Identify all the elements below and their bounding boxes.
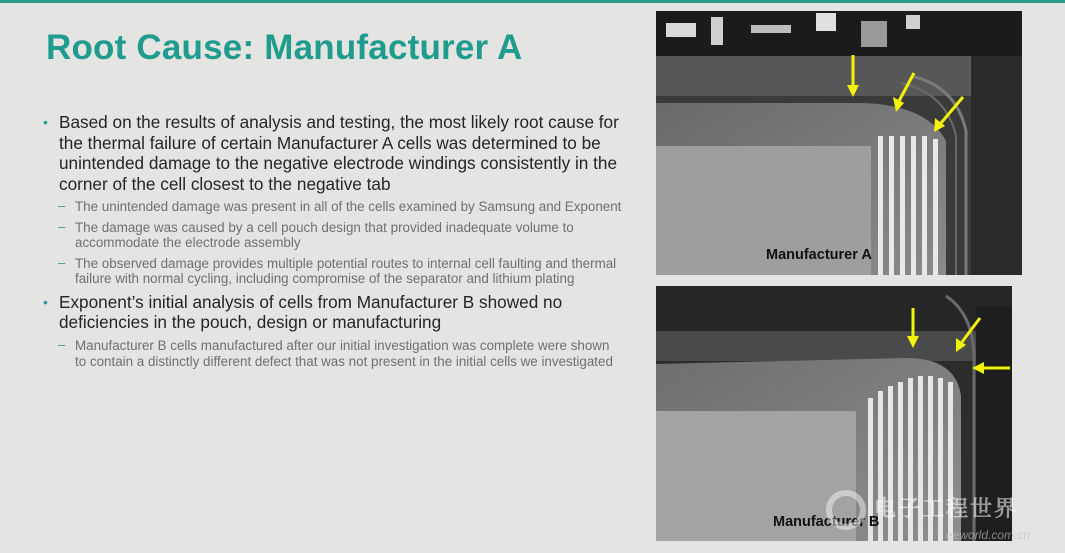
sub-bullet-marker: –: [58, 198, 66, 213]
bullet-text: Based on the results of analysis and testing, the most likely root cause for the thermal failure of certain Manufacturer A cells was determined to be unintended damage to the negative electrode windings consistently in the corner of the cell closest to the negative tab: [59, 112, 619, 194]
sub-bullet-item: [42, 256, 622, 287]
sub-bullet-item: [42, 338, 622, 369]
watermark-logo-icon: [826, 490, 866, 530]
bullet-marker: •: [43, 293, 48, 310]
bullet-marker: •: [43, 114, 48, 130]
bullet-list: [42, 112, 622, 369]
xray-a-graphic: [656, 11, 1022, 275]
sub-bullet-text: The observed damage provides multiple potential routes to internal cell faulting and thermal failure with normal cycling, including compromise of the separator and lithium plating: [75, 255, 617, 287]
sub-bullet-item: [42, 199, 622, 215]
sub-bullet-marker: –: [58, 218, 66, 234]
watermark-text: 电子工程世界: [874, 496, 1019, 521]
watermark: [826, 488, 1058, 546]
top-accent-rule: [0, 0, 1065, 3]
image-caption-manufacturer-b: Manufacturer B: [773, 514, 880, 530]
sub-bullet-text: The unintended damage was present in all of the cells examined by Samsung and Exponent: [75, 199, 622, 214]
sub-bullet-item: [42, 220, 622, 251]
watermark-url: eeworld.com.cn: [946, 528, 1031, 542]
bullet-item: [42, 112, 622, 194]
bullet-text: Exponent’s initial analysis of cells from Manufacturer B showed no deficiencies in the pouch, design or manufacturing: [59, 291, 563, 333]
bullet-item: [42, 292, 622, 333]
sub-bullet-text: Manufacturer B cells manufactured after our initial investigation was complete were shown to contain a distinctly different defect that was not present in the initial cells we investigated: [75, 337, 613, 369]
sub-bullet-text: The damage was caused by a cell pouch design that provided inadequate volume to accommodate the electrode assembly: [75, 219, 574, 251]
sub-bullet-marker: –: [58, 336, 66, 352]
image-caption-manufacturer-a: Manufacturer A: [766, 247, 872, 263]
xray-image-manufacturer-a: [656, 11, 1022, 275]
slide-title: Root Cause: Manufacturer A: [46, 28, 523, 67]
sub-bullet-marker: –: [58, 254, 66, 270]
